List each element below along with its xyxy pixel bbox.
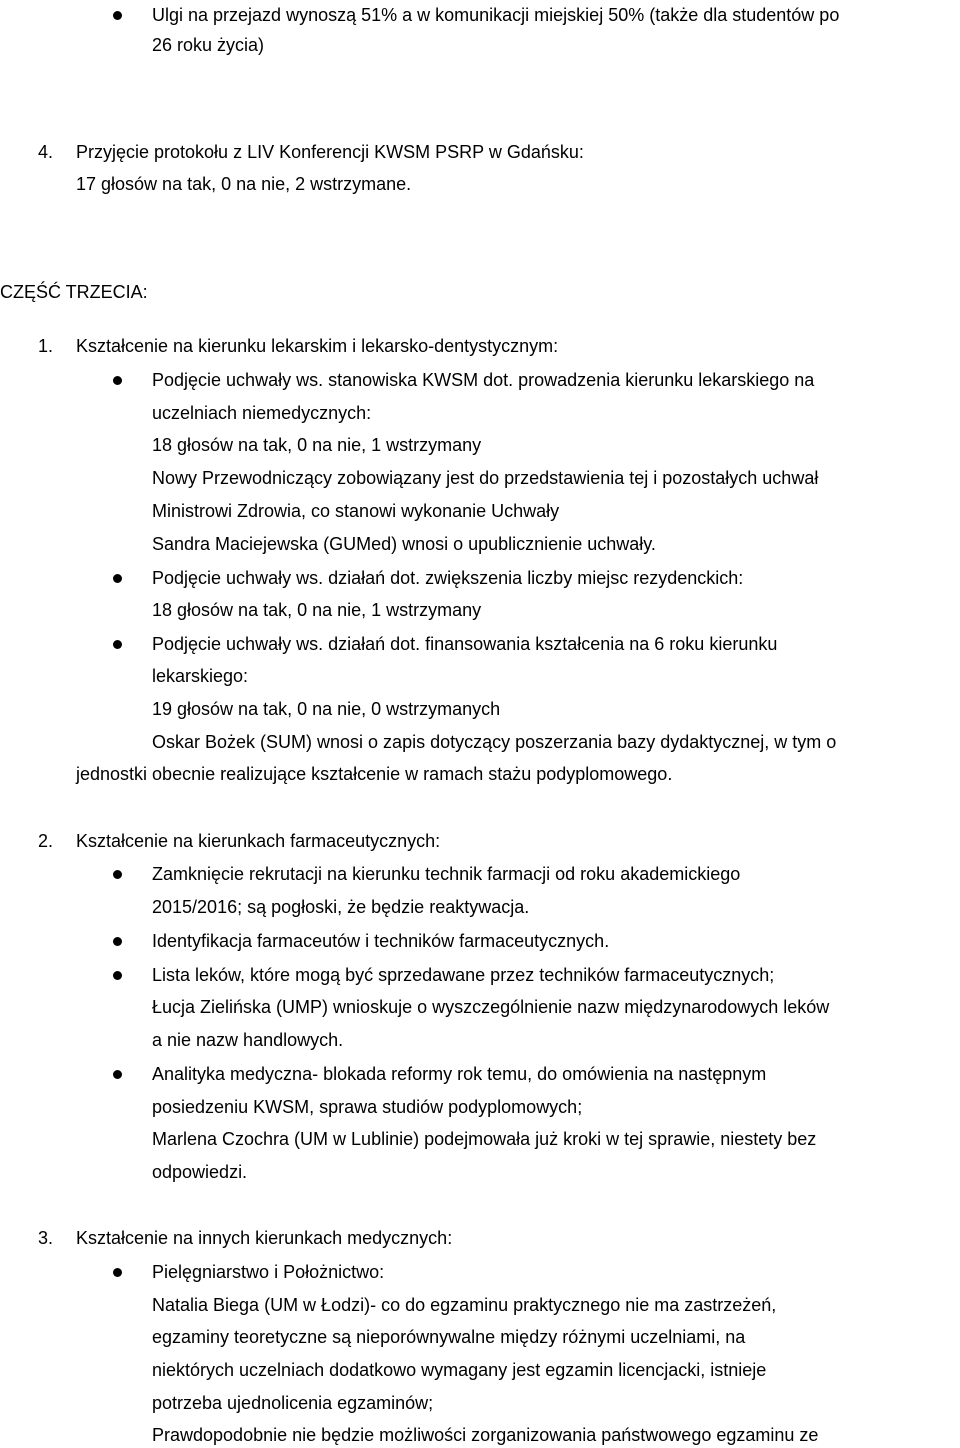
- list-number: 4.: [38, 142, 54, 162]
- list-item-text: Prawdopodobnie nie będzie możliwości zorganizowania państwowego egzaminu ze: [152, 1425, 819, 1445]
- list-item-text: Podjęcie uchwały ws. działań dot. zwiększenia liczby miejsc rezydenckich:: [152, 568, 744, 588]
- bullet-icon: [113, 870, 122, 879]
- list-item-text: uczelniach niemedycznych:: [152, 403, 372, 423]
- item-title: Kształcenie na kierunkach farmaceutycznych:: [76, 831, 441, 851]
- list-item-text: Natalia Biega (UM w Łodzi)- co do egzaminu praktycznego nie ma zastrzeżeń,: [152, 1295, 777, 1315]
- list-number: 3.: [38, 1228, 54, 1248]
- list-number: 1.: [38, 336, 54, 356]
- list-item-text: Ministrowi Zdrowia, co stanowi wykonanie Uchwały: [152, 501, 560, 521]
- list-item-text: Zamknięcie rekrutacji na kierunku technik farmacji od roku akademickiego: [152, 864, 741, 884]
- list-item-text: Pielęgniarstwo i Położnictwo:: [152, 1262, 385, 1282]
- bullet-icon: [113, 376, 122, 385]
- bullet-icon: [113, 1070, 122, 1079]
- bullet-icon: [113, 11, 122, 20]
- list-item-text: 18 głosów na tak, 0 na nie, 1 wstrzymany: [152, 435, 482, 455]
- bullet-icon: [113, 937, 122, 946]
- list-item-text: Sandra Maciejewska (GUMed) wnosi o upublicznienie uchwały.: [152, 534, 656, 554]
- list-item-text: egzaminy teoretyczne są nieporównywalne między różnymi uczelniami, na: [152, 1327, 746, 1347]
- list-item-text: Nowy Przewodniczący zobowiązany jest do przedstawienia tej i pozostałych uchwał: [152, 468, 819, 488]
- list-item-text: 18 głosów na tak, 0 na nie, 1 wstrzymany: [152, 600, 482, 620]
- list-item-text: potrzeba ujednolicenia egzaminów;: [152, 1393, 434, 1413]
- note-text: Oskar Bożek (SUM) wnosi o zapis dotyczący poszerzania bazy dydaktycznej, w tym o: [152, 732, 837, 752]
- bullet-icon: [113, 574, 122, 583]
- note-text: jednostki obecnie realizujące kształcenie w ramach stażu podyplomowego.: [76, 764, 673, 784]
- bullet-icon: [113, 1268, 122, 1277]
- list-item-text: 19 głosów na tak, 0 na nie, 0 wstrzymanych: [152, 699, 501, 719]
- list-item-text: lekarskiego:: [152, 666, 249, 686]
- list-item-text: odpowiedzi.: [152, 1162, 248, 1182]
- list-item-text: Identyfikacja farmaceutów i techników farmaceutycznych.: [152, 931, 610, 951]
- bullet-icon: [113, 971, 122, 980]
- list-item-text: niektórych uczelniach dodatkowo wymagany jest egzamin licencjacki, istnieje: [152, 1360, 767, 1380]
- list-item-text: Podjęcie uchwały ws. stanowiska KWSM dot. prowadzenia kierunku lekarskiego na: [152, 370, 815, 390]
- list-item-text: Łucja Zielińska (UMP) wnioskuje o wyszczególnienie nazw międzynarodowych leków: [152, 997, 830, 1017]
- list-item-text: 17 głosów na tak, 0 na nie, 2 wstrzymane.: [76, 174, 412, 194]
- list-item-text: 26 roku życia): [152, 35, 265, 55]
- list-item-text: Podjęcie uchwały ws. działań dot. finansowania kształcenia na 6 roku kierunku: [152, 634, 778, 654]
- item-title: Kształcenie na kierunku lekarskim i lekarsko-dentystycznym:: [76, 336, 559, 356]
- section-heading: CZĘŚĆ TRZECIA:: [0, 282, 148, 302]
- list-item-text: Marlena Czochra (UM w Lublinie) podejmowała już kroki w tej sprawie, niestety bez: [152, 1129, 817, 1149]
- list-item-text: Analityka medyczna- blokada reformy rok temu, do omówienia na następnym: [152, 1064, 767, 1084]
- list-item-text: Ulgi na przejazd wynoszą 51% a w komunikacji miejskiej 50% (także dla studentów po: [152, 5, 840, 25]
- list-item-text: 2015/2016; są pogłoski, że będzie reaktywacja.: [152, 897, 530, 917]
- list-item-text: a nie nazw handlowych.: [152, 1030, 344, 1050]
- bullet-icon: [113, 640, 122, 649]
- item-title: Kształcenie na innych kierunkach medycznych:: [76, 1228, 453, 1248]
- list-item-text: Przyjęcie protokołu z LIV Konferencji KWSM PSRP w Gdańsku:: [76, 142, 584, 162]
- list-item-text: posiedzeniu KWSM, sprawa studiów podyplomowych;: [152, 1097, 583, 1117]
- list-item-text: Lista leków, które mogą być sprzedawane przez techników farmaceutycznych;: [152, 965, 775, 985]
- list-number: 2.: [38, 831, 54, 851]
